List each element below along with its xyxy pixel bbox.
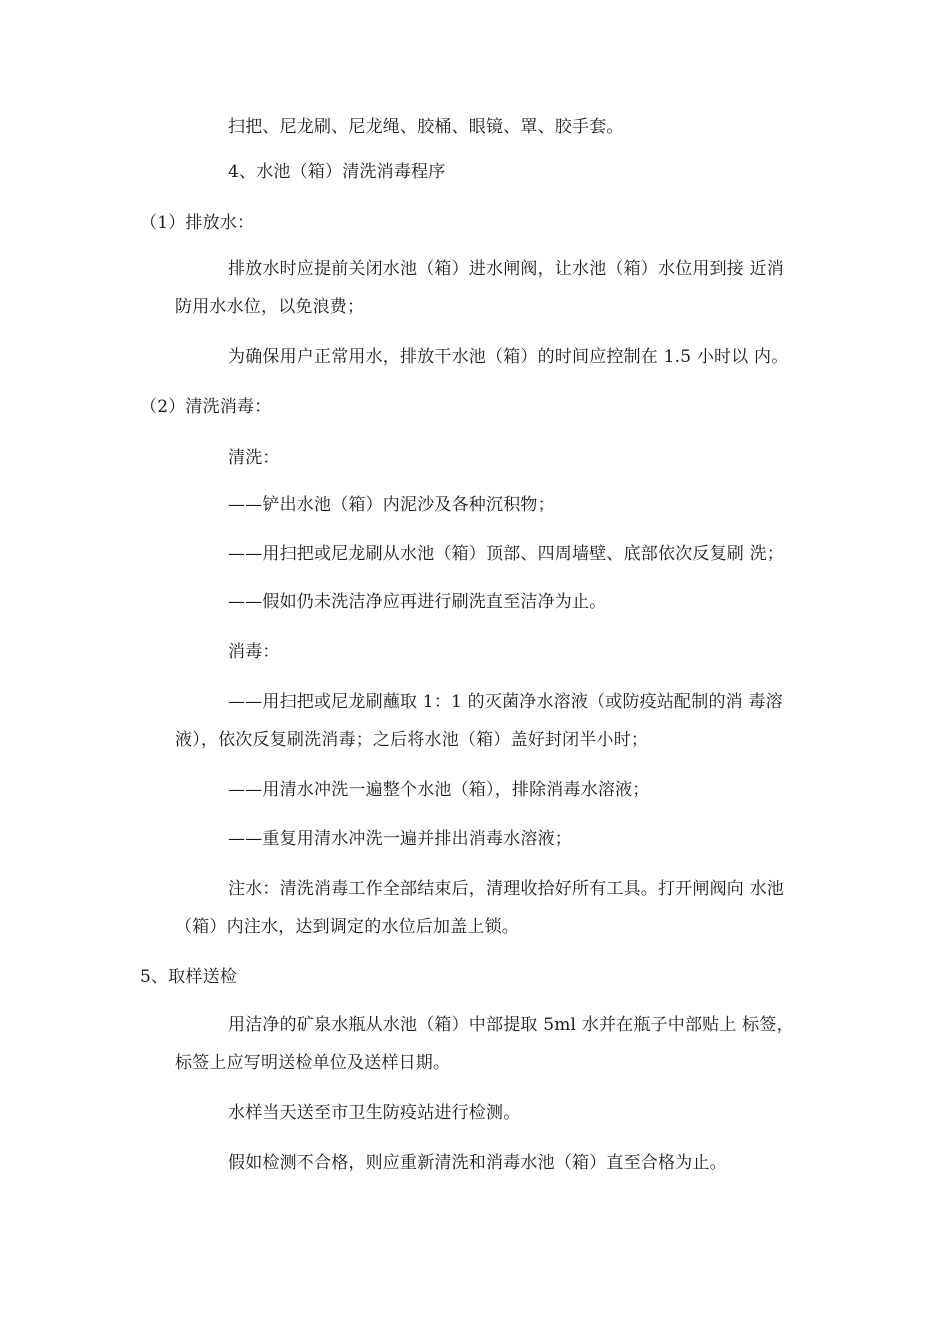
text-line: 清洗： bbox=[228, 448, 280, 468]
subsection-heading: （1）排放水： bbox=[140, 213, 255, 233]
subsection-heading: （2）清洗消毒： bbox=[140, 397, 272, 417]
text-line: 防用水水位，以免浪费； bbox=[175, 297, 365, 317]
text-line: 标签上应写明送检单位及送样日期。 bbox=[175, 1053, 451, 1073]
text-line: ——用清水冲洗一遍整个水池（箱），排除消毒水溶液； bbox=[228, 780, 650, 800]
text-line: ——用扫把或尼龙刷从水池（箱）顶部、四周墙壁、底部依次反复刷 洗； bbox=[228, 544, 785, 564]
text-line: 用洁净的矿泉水瓶从水池（箱）中部提取 5ml 水并在瓶子中部贴上 标签， bbox=[228, 1015, 794, 1035]
text-line: 假如检测不合格，则应重新清洗和消毒水池（箱）直至合格为止。 bbox=[228, 1153, 727, 1173]
text-line: 液），依次反复刷洗消毒；之后将水池（箱）盖好封闭半小时； bbox=[175, 730, 649, 750]
text-line: ——铲出水池（箱）内泥沙及各种沉积物； bbox=[228, 495, 555, 515]
text-line: ——用扫把或尼龙刷蘸取 1：1 的灭菌净水溶液（或防疫站配制的消 毒溶 bbox=[228, 692, 783, 712]
text-line: 排放水时应提前关闭水池（箱）进水闸阀，让水池（箱）水位用到接 近消 bbox=[228, 259, 785, 279]
text-line: ——假如仍未洗洁净应再进行刷洗直至洁净为止。 bbox=[228, 592, 607, 612]
section-heading: 5、取样送检 bbox=[140, 967, 238, 987]
text-line: （箱）内注水，达到调定的水位后加盖上锁。 bbox=[175, 917, 519, 937]
text-line: 注水：清洗消毒工作全部结束后，清理收拾好所有工具。打开闸阀向 水池 bbox=[228, 879, 785, 899]
text-line: 水样当天送至市卫生防疫站进行检测。 bbox=[228, 1103, 521, 1123]
text-line: 消毒： bbox=[228, 642, 280, 662]
text-line: 扫把、尼龙刷、尼龙绳、胶桶、眼镜、罩、胶手套。 bbox=[228, 117, 624, 137]
text-line: ——重复用清水冲洗一遍并排出消毒水溶液； bbox=[228, 829, 572, 849]
section-heading: 4、水池（箱）清洗消毒程序 bbox=[228, 162, 446, 182]
text-line: 为确保用户正常用水，排放干水池（箱）的时间应控制在 1.5 小时以 内。 bbox=[228, 347, 789, 367]
